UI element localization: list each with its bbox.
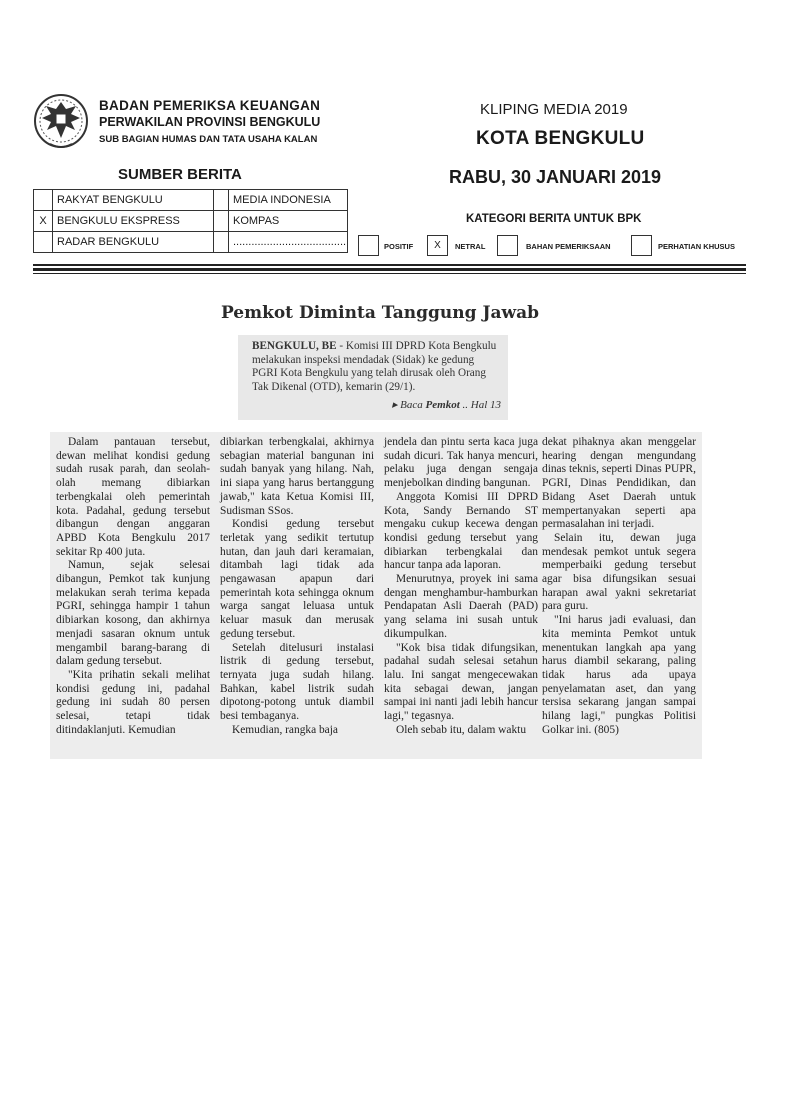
kategori-positif-checkbox xyxy=(358,235,379,256)
paragraph: Setelah ditelusuri instalasi listrik di gedung tersebut, ternyata juga sudah hilang. Bahkan, kabel listrik sudah dipotong-potong untuk diambil besi tembaganya. xyxy=(220,641,374,723)
garuda-emblem-icon xyxy=(32,92,90,154)
org-name: BADAN PEMERIKSA KEUANGAN xyxy=(99,98,321,113)
paragraph: Kondisi gedung tersebut terletak yang sedikit tertutup hutan, dan jauh dari keramaian, ditambah lagi tidak ada pengawasan apapun dari pemerintah kota sehingga oknum warga sangat leluasa untuk keluar masuk dan merusak gedung tersebut. xyxy=(220,518,374,640)
paragraph: Oleh sebab itu, dalam waktu xyxy=(396,723,527,736)
article-lead xyxy=(238,335,508,420)
lead-text: - Komisi III DPRD Kota Bengkulu melakukan inspeksi mendadak (Sidak) ke gedung PGRI Kota Bengkulu yang telah dirusak oleh Orang Tak Dikenal (OTD), kemarin (29/1). xyxy=(252,340,497,393)
source-name: ..................................... xyxy=(229,232,348,253)
paragraph: dibiarkan terbengkalai, akhirnya sebagian material bangunan ini sudah banyak yang hilang. Nah, ini siapa yang harus bertanggung jawab," kata Ketua Komisi III, Sudisman SSos. xyxy=(220,436,374,517)
paragraph: Menurutnya, proyek ini sama dengan menghambur-hamburkan Pendapatan Asli Daerah (PAD) yang selama ini susah untuk dikumpulkan. xyxy=(384,573,538,640)
continued-link: ▸ Baca Pemkot .. Hal 13 xyxy=(391,399,501,412)
source-check: X xyxy=(34,211,53,232)
source-row xyxy=(34,211,348,232)
article-column-3 xyxy=(384,436,538,737)
source-check xyxy=(34,232,53,253)
source-name: RADAR BENGKULU xyxy=(53,232,214,253)
paragraph: jendela dan pintu serta kaca juga sudah dicuri. Tak hanya mencuri, pelaku juga dengan sengaja menjebolkan dinding bangunan. xyxy=(384,436,538,490)
paragraph: Anggota Komisi III DPRD Kota, Sandy Bernando ST mengaku cukup kecewa dengan kondisi gedung tersebut yang dibiarkan terbengkalai dan hancur tanpa ada laporan. xyxy=(384,490,538,572)
divider xyxy=(33,268,746,271)
paragraph: "Kita prihatin sekali melihat kondisi gedung ini, padahal gedung ini sudah 80 persen selesai, tetapi tidak ditindaklanjuti. Kemudian xyxy=(56,668,210,736)
article-column-1 xyxy=(56,436,210,737)
org-division: PERWAKILAN PROVINSI BENGKULU xyxy=(99,115,321,129)
paragraph: "Kok bisa tidak difungsikan, padahal sudah selesai setahun lalu. Ini sangat mengecewakan kita sebagai dewan, jangan sampai ini nanti jadi lebih hancur lagi," tegasnya. xyxy=(384,641,538,723)
article-column-2 xyxy=(220,436,374,737)
kliping-label: KLIPING MEDIA 2019 xyxy=(480,101,628,118)
lead-dateline: BENGKULU, BE xyxy=(252,340,337,352)
paragraph: Dalam pantauan tersebut, dewan melihat kondisi gedung sudah rusak parah, dan seolah-olah memang dibiarkan terbengkalai oleh pemerintah kota. Padahal, gedung tersebut dibangun dengan anggaran APBD Kota Bengkulu 2017 sekitar Rp 400 juta. xyxy=(56,436,210,558)
kategori-title: KATEGORI BERITA UNTUK BPK xyxy=(466,213,642,225)
source-check xyxy=(34,190,53,211)
source-row xyxy=(34,232,348,253)
paragraph: dekat pihaknya akan menggelar hearing dengan mengundang dinas teknis, seperti Dinas PUPR, PGRI, Dinas Pendidikan, dan Bidang Aset Daerah untuk mempertanyakan seperti apa permasalahan ini terjadi. xyxy=(542,436,696,531)
kategori-positif-label: POSITIF xyxy=(384,242,414,251)
kategori-netral-label: NETRAL xyxy=(455,242,486,251)
org-subdivision: SUB BAGIAN HUMAS DAN TATA USAHA KALAN xyxy=(99,134,318,145)
source-name: BENGKULU EKSPRESS xyxy=(53,211,214,232)
source-name: RAKYAT BENGKULU xyxy=(53,190,214,211)
article-body xyxy=(50,432,702,759)
paragraph: Namun, sejak selesai dibangun, Pemkot tak kunjung melakukan serah terima kepada PGRI, sehingga hampir 1 tahun dibiarkan kosong, dan akhirnya menjadi sasaran oknum untuk mengambil barang-barang di dalam gedung tersebut. xyxy=(56,559,210,668)
kategori-perhatian-label: PERHATIAN KHUSUS xyxy=(658,242,735,251)
kategori-netral-checkbox: X xyxy=(427,235,448,256)
source-name: KOMPAS xyxy=(229,211,348,232)
date-label: RABU, 30 JANUARI 2019 xyxy=(449,167,662,187)
paragraph: "Ini harus jadi evaluasi, dan kita meminta Pemkot untuk menentukan langkah apa yang harus diambil sekarang, paling tidak harus ada upaya penyelamatan aset, dan yang tersisa sekarang jangan sampai hilang lagi," pungkas Politisi Golkar ini. (805) xyxy=(542,614,696,736)
article-column-4 xyxy=(542,436,696,737)
paragraph: Selain itu, dewan juga mendesak pemkot untuk segera memperbaiki gedung tersebut agar bisa difungsikan sesuai harapan awal yakni sekretariat para guru. xyxy=(542,531,696,613)
divider xyxy=(33,273,746,274)
kategori-perhatian-checkbox xyxy=(631,235,652,256)
sumber-berita-title: SUMBER BERITA xyxy=(118,166,242,183)
paragraph: Kemudian, rangka baja xyxy=(232,723,338,736)
kategori-bahan-checkbox xyxy=(497,235,518,256)
source-table xyxy=(33,189,348,253)
article-headline: Pemkot Diminta Tanggung Jawab xyxy=(220,303,540,323)
divider xyxy=(33,264,746,266)
kategori-bahan-label: BAHAN PEMERIKSAAN xyxy=(526,242,611,251)
kota-label: KOTA BENGKULU xyxy=(476,128,645,149)
source-row xyxy=(34,190,348,211)
source-name: MEDIA INDONESIA xyxy=(229,190,348,211)
